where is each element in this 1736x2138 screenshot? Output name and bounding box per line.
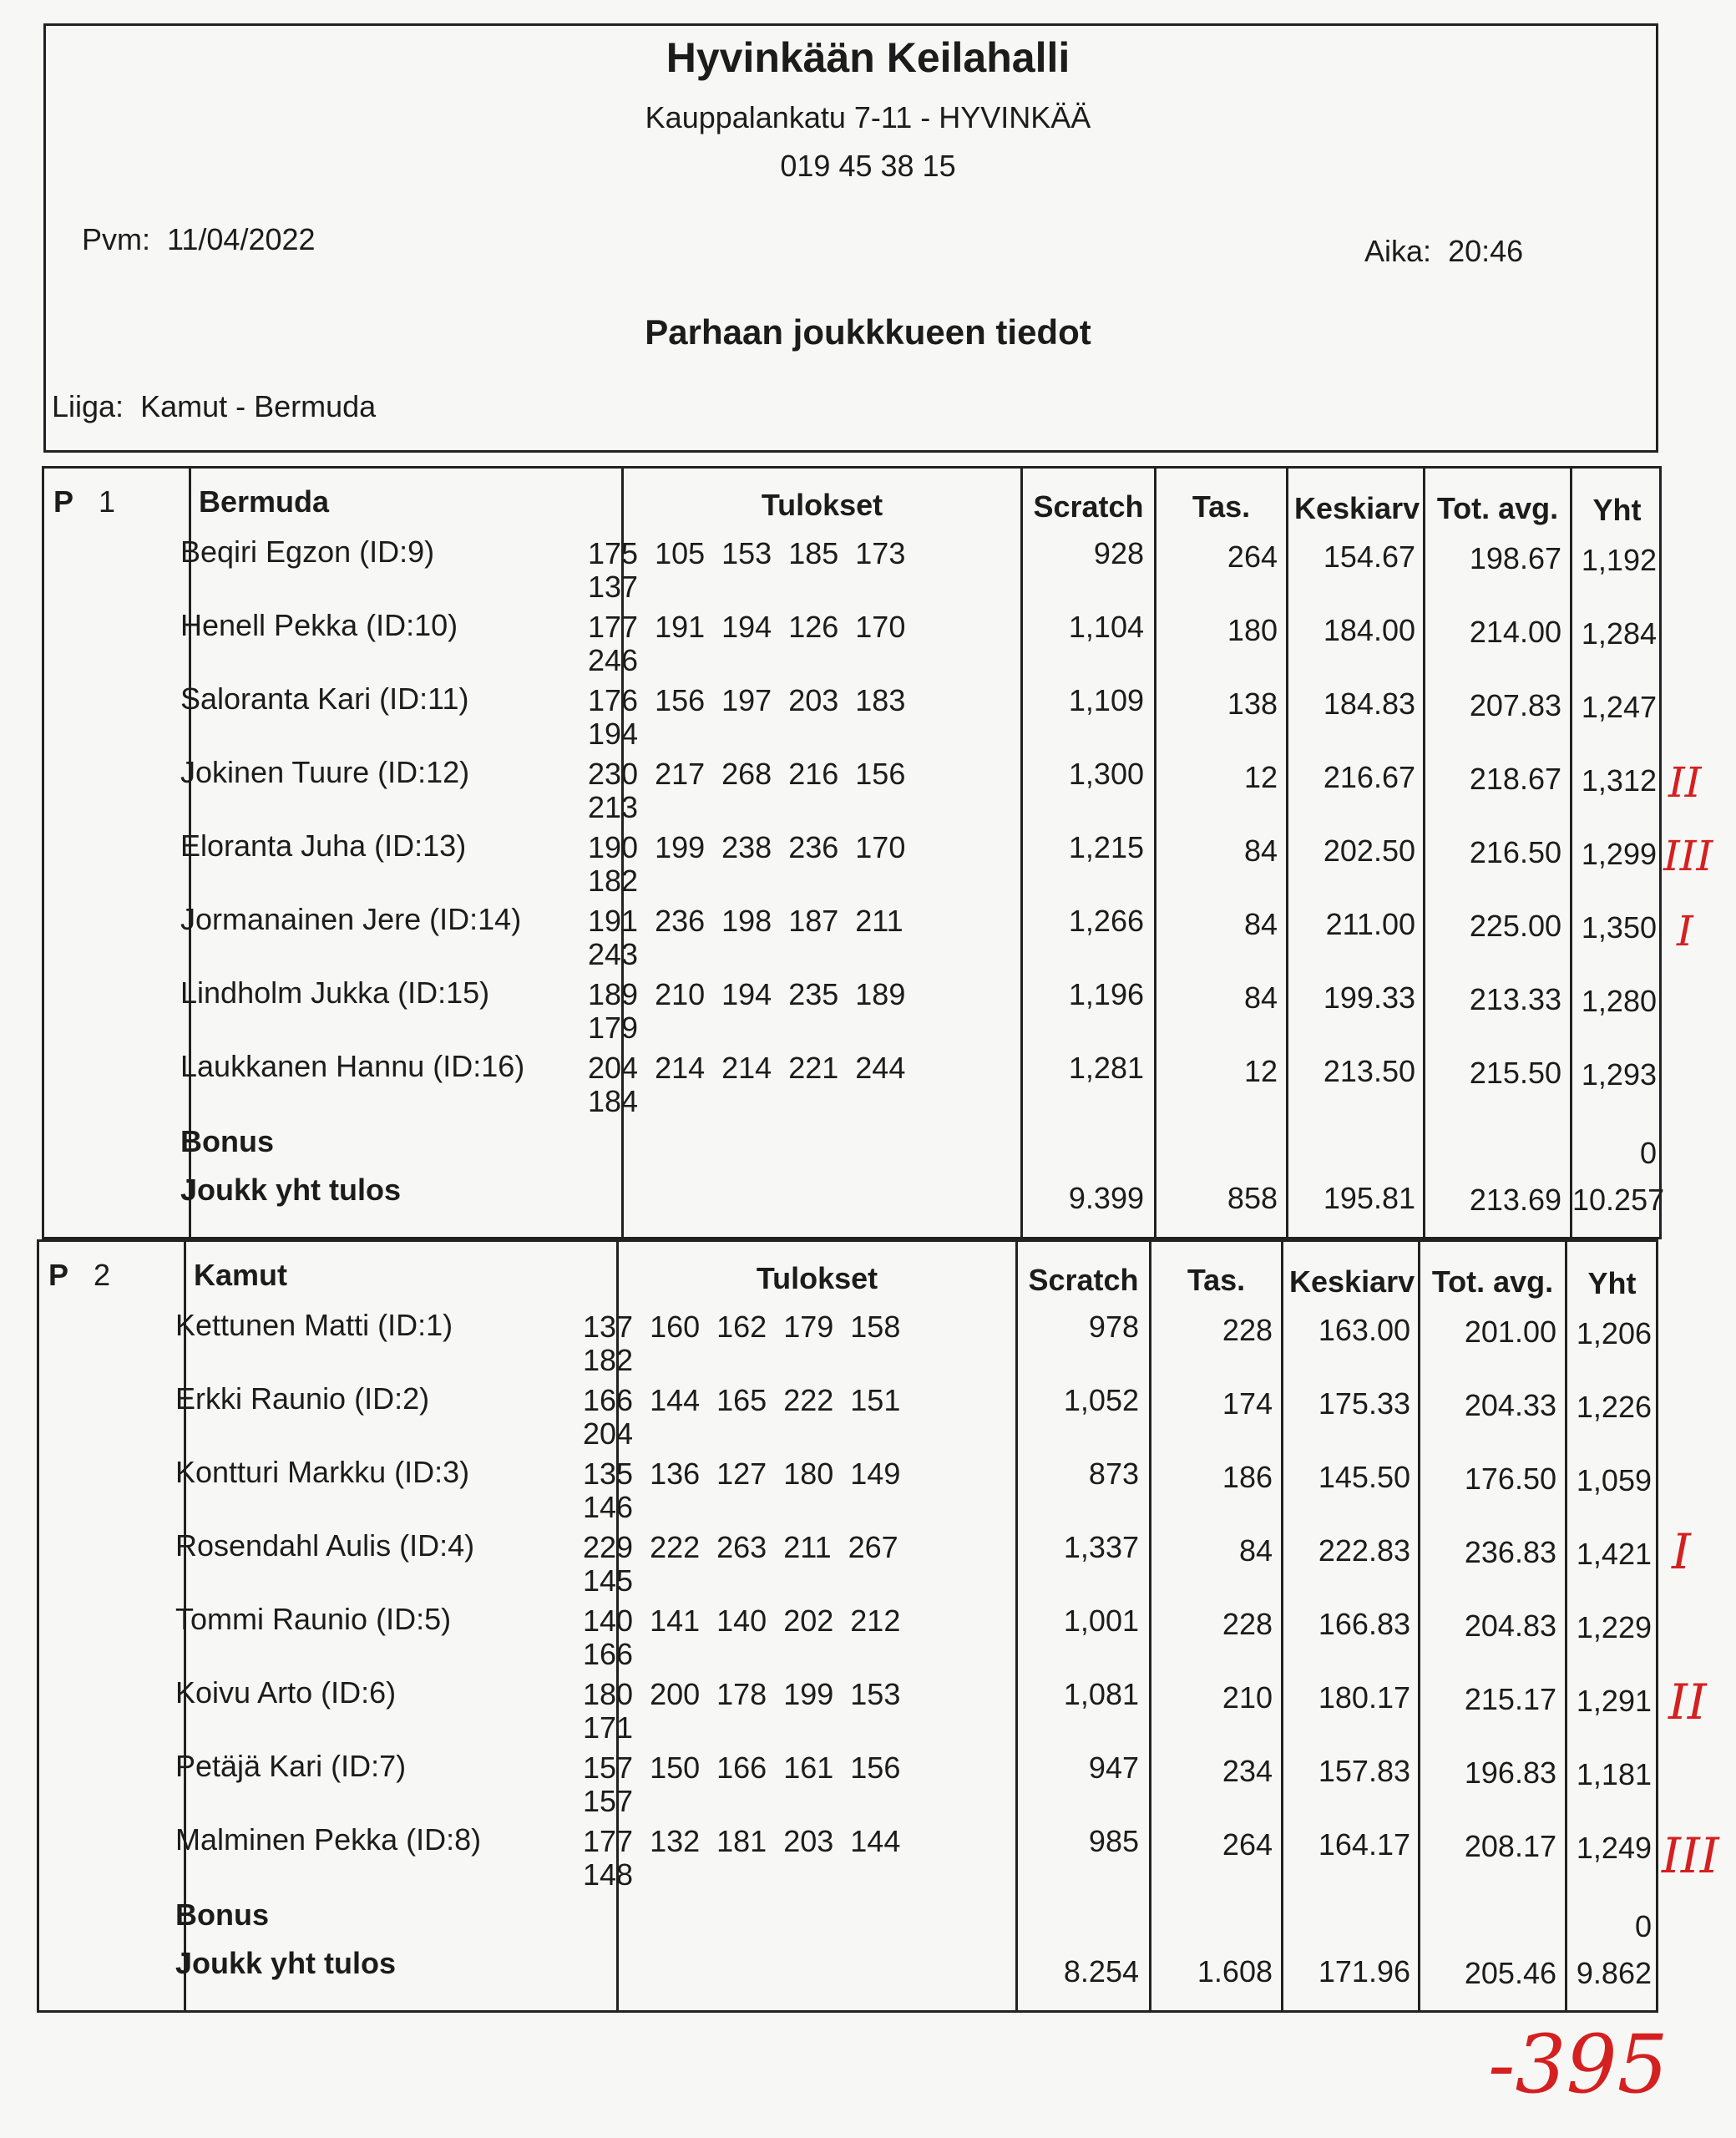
- player-games: 189 210 194 235 189: [588, 977, 906, 1011]
- player-total: 1,229: [1576, 1610, 1652, 1644]
- handwritten-rank-mark: III: [1663, 832, 1713, 880]
- player-total: 1,206: [1576, 1316, 1652, 1350]
- team-p-label: P: [53, 484, 74, 519]
- player-tot-avg: 204.83: [1464, 1609, 1556, 1643]
- player-total: 1,226: [1576, 1390, 1652, 1424]
- player-name: Jormanainen Jere (ID:14): [180, 902, 522, 936]
- player-tas: 84: [1243, 833, 1278, 868]
- player-total: 1,293: [1581, 1057, 1657, 1092]
- player-avg: 213.50: [1323, 1054, 1415, 1088]
- player-name: Saloranta Kari (ID:11): [180, 681, 469, 716]
- time-value: 20:46: [1448, 234, 1524, 268]
- player-games: 180 200 178 199 153: [583, 1677, 901, 1711]
- hall-address: Kauppalankatu 7-11 - HYVINKÄÄ: [645, 100, 1091, 134]
- player-games: 177 132 181 203 144: [583, 1824, 901, 1858]
- player-total: 1,350: [1581, 910, 1657, 945]
- player-tas: 186: [1222, 1460, 1273, 1494]
- player-tas: 12: [1243, 760, 1278, 794]
- player-tot-avg: 214.00: [1469, 615, 1561, 649]
- team-total-scratch: 8.254: [1063, 1954, 1139, 1989]
- player-avg: 164.17: [1318, 1827, 1410, 1862]
- player-scratch: 985: [1088, 1824, 1139, 1858]
- player-games: 166 144 165 222 151: [583, 1383, 901, 1417]
- player-tot-avg: 207.83: [1469, 688, 1561, 722]
- player-scratch: 1,215: [1068, 830, 1144, 864]
- player-scratch: 1,109: [1068, 683, 1144, 717]
- player-avg: 145.50: [1318, 1460, 1410, 1494]
- player-total: 1,299: [1581, 837, 1657, 871]
- team-name: Kamut: [194, 1258, 288, 1292]
- player-total: 1,291: [1576, 1684, 1652, 1718]
- player-game-6: 166: [583, 1637, 634, 1671]
- player-name: Kontturi Markku (ID:3): [175, 1455, 470, 1489]
- player-total: 1,192: [1581, 543, 1657, 577]
- player-total: 1,312: [1581, 763, 1657, 798]
- player-tas: 84: [1243, 980, 1278, 1015]
- player-scratch: 1,104: [1068, 610, 1144, 644]
- player-tas: 264: [1222, 1827, 1273, 1862]
- handwritten-rank-mark: II: [1668, 758, 1702, 807]
- date-label: Pvm:: [82, 222, 151, 256]
- player-tot-avg: 215.17: [1464, 1682, 1556, 1716]
- handwritten-rank-mark: III: [1662, 1827, 1719, 1884]
- column-header-results: Tulokset: [756, 1261, 878, 1295]
- player-name: Eloranta Juha (ID:13): [180, 828, 467, 863]
- player-game-6: 171: [583, 1710, 634, 1745]
- player-games: 177 191 194 126 170: [588, 610, 906, 644]
- column-header-scratch: Scratch: [1028, 1263, 1139, 1297]
- player-game-6: 246: [588, 643, 639, 677]
- player-total: 1,249: [1576, 1831, 1652, 1865]
- team-total-avg: 171.96: [1318, 1954, 1410, 1989]
- player-scratch: 1,266: [1068, 904, 1144, 938]
- player-name: Malminen Pekka (ID:8): [175, 1822, 482, 1857]
- player-avg: 184.83: [1323, 686, 1415, 721]
- player-tas: 234: [1222, 1754, 1273, 1788]
- player-tot-avg: 198.67: [1469, 541, 1561, 575]
- player-games: 190 199 238 236 170: [588, 830, 906, 864]
- column-header-results: Tulokset: [761, 488, 883, 522]
- player-tot-avg: 216.50: [1469, 835, 1561, 869]
- player-tot-avg: 204.33: [1464, 1388, 1556, 1422]
- player-name: Beqiri Egzon (ID:9): [180, 534, 435, 569]
- player-scratch: 1,052: [1063, 1383, 1139, 1417]
- player-scratch: 1,281: [1068, 1051, 1144, 1085]
- player-avg: 199.33: [1323, 980, 1415, 1015]
- player-total: 1,280: [1581, 984, 1657, 1018]
- team-total-tot-avg: 213.69: [1469, 1183, 1561, 1217]
- team-total-yht: 10.257: [1572, 1183, 1665, 1217]
- player-tot-avg: 236.83: [1464, 1535, 1556, 1569]
- column-header-tas: Tas.: [1187, 1263, 1246, 1297]
- player-tot-avg: 201.00: [1464, 1315, 1556, 1349]
- player-avg: 211.00: [1325, 907, 1415, 941]
- date-row: [82, 222, 316, 257]
- player-games: 135 136 127 180 149: [583, 1457, 901, 1491]
- player-name: Lindholm Jukka (ID:15): [180, 975, 490, 1010]
- player-name: Kettunen Matti (ID:1): [175, 1308, 453, 1342]
- player-tas: 84: [1238, 1533, 1273, 1568]
- player-tas: 228: [1222, 1313, 1273, 1347]
- player-tas: 228: [1222, 1607, 1273, 1641]
- team-position: 1: [99, 484, 116, 519]
- team-total-yht: 9.862: [1576, 1956, 1652, 1990]
- player-tot-avg: 225.00: [1469, 909, 1561, 943]
- team-total-avg: 195.81: [1323, 1181, 1415, 1215]
- player-game-6: 182: [583, 1343, 634, 1377]
- player-scratch: 873: [1088, 1457, 1139, 1491]
- player-scratch: 947: [1088, 1750, 1139, 1785]
- player-game-6: 148: [583, 1857, 634, 1892]
- player-name: Jokinen Tuure (ID:12): [180, 755, 470, 789]
- team-total-label: Joukk yht tulos: [175, 1946, 397, 1980]
- team-position: 2: [94, 1258, 111, 1292]
- team-p-label: P: [48, 1258, 69, 1292]
- player-game-6: 194: [588, 717, 639, 751]
- player-tot-avg: 208.17: [1464, 1829, 1556, 1863]
- player-game-6: 145: [583, 1563, 634, 1598]
- player-avg: 166.83: [1318, 1607, 1410, 1641]
- player-avg: 175.33: [1318, 1386, 1410, 1421]
- team-total-label: Joukk yht tulos: [180, 1173, 402, 1207]
- player-avg: 163.00: [1318, 1313, 1410, 1347]
- player-tas: 12: [1243, 1054, 1278, 1088]
- player-tas: 180: [1227, 613, 1278, 647]
- bonus-value: 0: [1634, 1909, 1652, 1943]
- player-name: Petäjä Kari (ID:7): [175, 1749, 407, 1783]
- player-games: 137 160 162 179 158: [583, 1310, 901, 1344]
- player-tas: 174: [1222, 1386, 1273, 1421]
- player-tas: 84: [1243, 907, 1278, 941]
- player-games: 229 222 263 211 267: [583, 1530, 898, 1564]
- player-avg: 157.83: [1318, 1754, 1410, 1788]
- hall-title: Hyvinkään Keilahalli: [666, 34, 1070, 81]
- column-header-total: Yht: [1587, 1266, 1637, 1300]
- player-tot-avg: 218.67: [1469, 762, 1561, 796]
- league-label: Liiga:: [52, 389, 124, 423]
- player-games: 176 156 197 203 183: [588, 683, 906, 717]
- player-scratch: 1,196: [1068, 977, 1144, 1011]
- player-avg: 180.17: [1318, 1680, 1410, 1715]
- player-tot-avg: 215.50: [1469, 1056, 1561, 1090]
- team-total-scratch: 9.399: [1068, 1181, 1144, 1215]
- player-game-6: 204: [583, 1416, 634, 1451]
- player-games: 175 105 153 185 173: [588, 536, 906, 570]
- handwritten-rank-mark: I: [1672, 1523, 1691, 1580]
- bonus-label: Bonus: [180, 1124, 274, 1158]
- player-scratch: 928: [1093, 536, 1144, 570]
- player-avg: 184.00: [1323, 613, 1415, 647]
- player-game-6: 184: [588, 1084, 639, 1118]
- player-avg: 154.67: [1323, 540, 1415, 574]
- player-games: 191 236 198 187 211: [588, 904, 903, 938]
- player-game-6: 179: [588, 1011, 639, 1045]
- player-game-6: 213: [588, 790, 639, 824]
- column-header-avg: Keskiarv: [1289, 1264, 1415, 1299]
- player-scratch: 1,337: [1063, 1530, 1139, 1564]
- column-header-scratch: Scratch: [1033, 489, 1144, 524]
- player-name: Koivu Arto (ID:6): [175, 1675, 397, 1710]
- player-games: 204 214 214 221 244: [588, 1051, 906, 1085]
- player-avg: 216.67: [1323, 760, 1415, 794]
- time-row: [1364, 234, 1523, 269]
- player-game-6: 182: [588, 864, 639, 898]
- player-name: Laukkanen Hannu (ID:16): [180, 1049, 525, 1083]
- player-game-6: 137: [588, 570, 639, 604]
- player-tot-avg: 196.83: [1464, 1755, 1556, 1790]
- player-tas: 138: [1227, 686, 1278, 721]
- player-scratch: 1,081: [1063, 1677, 1139, 1711]
- player-avg: 202.50: [1323, 833, 1415, 868]
- player-name: Erkki Raunio (ID:2): [175, 1381, 430, 1416]
- player-tot-avg: 213.33: [1469, 982, 1561, 1016]
- column-header-tot-avg: Tot. avg.: [1431, 1264, 1554, 1299]
- handwritten-rank-mark: I: [1677, 907, 1693, 955]
- player-games: 157 150 166 161 156: [583, 1750, 901, 1785]
- team-name: Bermuda: [199, 484, 330, 519]
- player-avg: 222.83: [1318, 1533, 1410, 1568]
- player-game-6: 157: [583, 1784, 634, 1818]
- report-subtitle: Parhaan joukkkueen tiedot: [645, 312, 1091, 352]
- handwritten-rank-mark: II: [1668, 1674, 1707, 1730]
- time-label: Aika:: [1364, 234, 1432, 268]
- player-name: Tommi Raunio (ID:5): [175, 1602, 452, 1636]
- player-tas: 210: [1222, 1680, 1273, 1715]
- column-header-tas: Tas.: [1192, 489, 1251, 524]
- player-games: 230 217 268 216 156: [588, 757, 906, 791]
- player-game-6: 146: [583, 1490, 634, 1524]
- player-name: Henell Pekka (ID:10): [180, 608, 458, 642]
- player-tot-avg: 176.50: [1464, 1462, 1556, 1496]
- player-total: 1,421: [1576, 1537, 1652, 1571]
- player-total: 1,284: [1581, 616, 1657, 651]
- league-value: Kamut - Bermuda: [140, 389, 377, 423]
- player-scratch: 1,001: [1063, 1604, 1139, 1638]
- player-name: Rosendahl Aulis (ID:4): [175, 1528, 475, 1563]
- bonus-value: 0: [1639, 1136, 1657, 1170]
- player-tas: 264: [1227, 540, 1278, 574]
- hall-phone: 019 45 38 15: [780, 149, 956, 183]
- column-header-tot-avg: Tot. avg.: [1436, 491, 1559, 525]
- date-value: 11/04/2022: [167, 222, 316, 256]
- team-total-tas: 858: [1227, 1181, 1278, 1215]
- player-total: 1,059: [1576, 1463, 1652, 1497]
- team-total-tas: 1.608: [1197, 1954, 1273, 1989]
- column-header-total: Yht: [1592, 493, 1642, 527]
- player-games: 140 141 140 202 212: [583, 1604, 901, 1638]
- column-header-avg: Keskiarv: [1294, 491, 1420, 525]
- league-row: [52, 389, 376, 424]
- bonus-label: Bonus: [175, 1897, 269, 1932]
- player-total: 1,247: [1581, 690, 1657, 724]
- team-total-tot-avg: 205.46: [1464, 1956, 1556, 1990]
- player-total: 1,181: [1576, 1757, 1652, 1791]
- player-scratch: 978: [1088, 1310, 1139, 1344]
- player-game-6: 243: [588, 937, 639, 971]
- player-scratch: 1,300: [1068, 757, 1144, 791]
- handwritten-difference: -395: [1488, 2018, 1668, 2111]
